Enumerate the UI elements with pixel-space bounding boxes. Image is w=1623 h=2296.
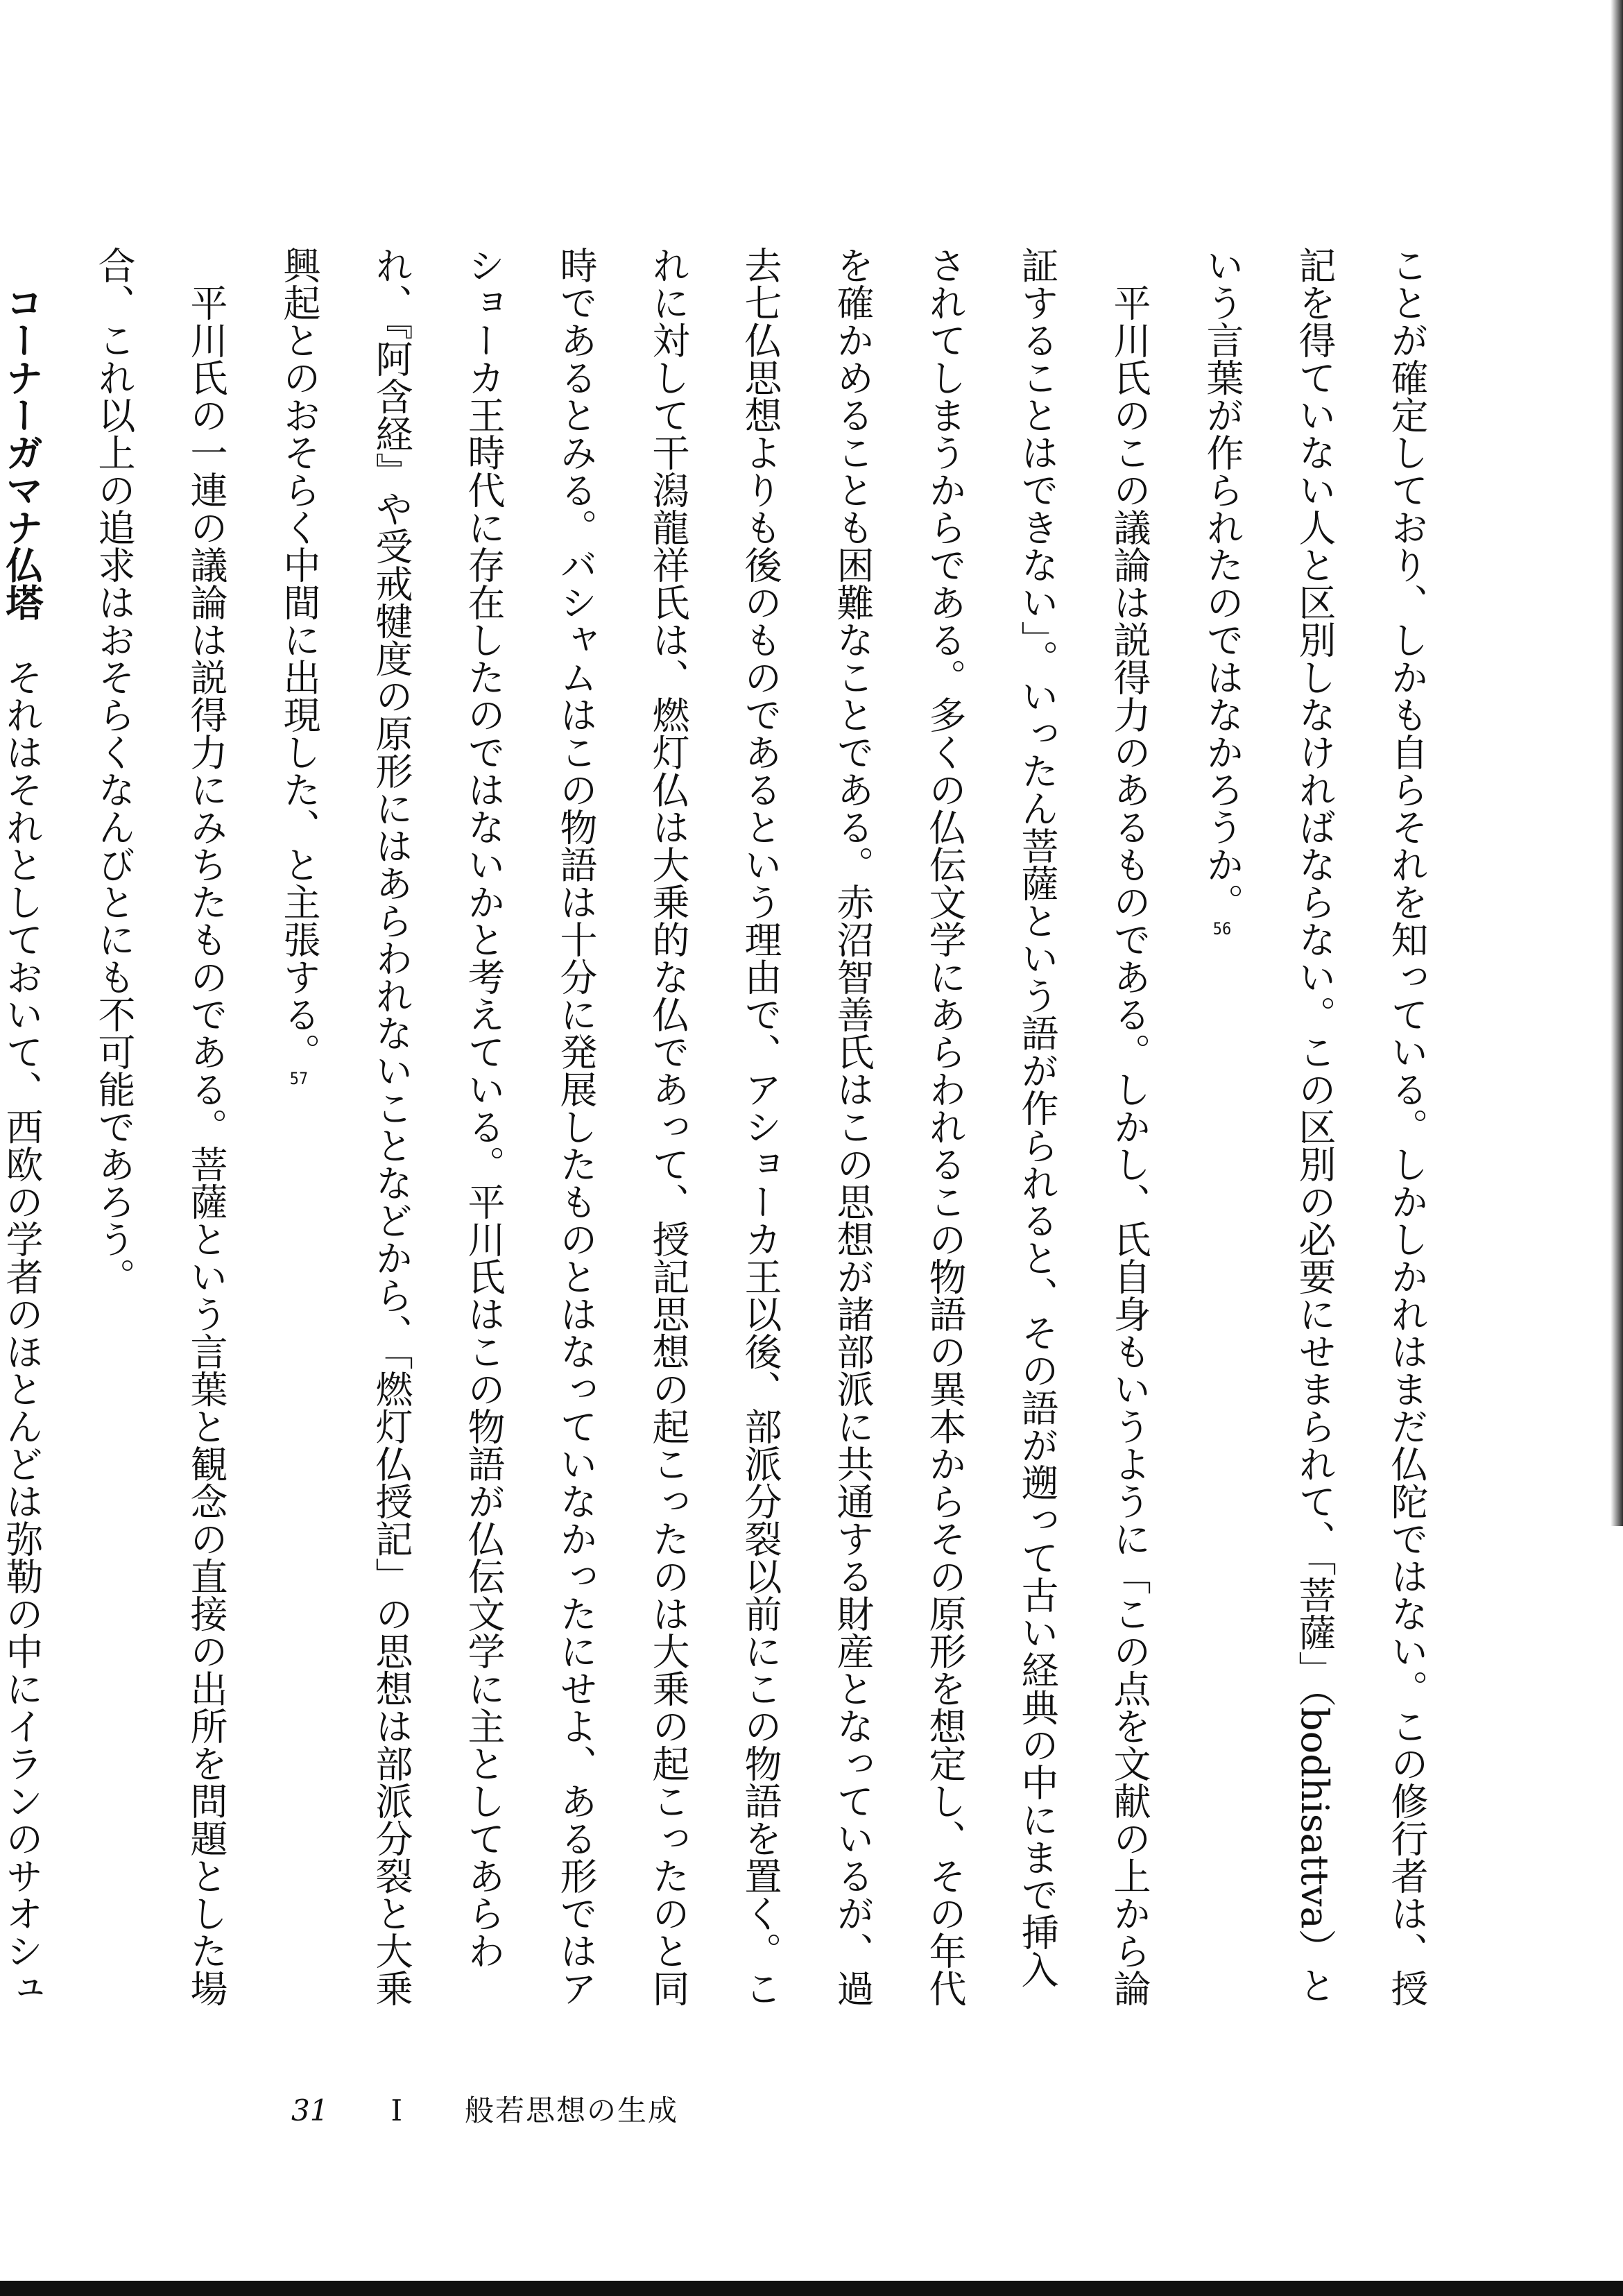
chapter-numeral: I xyxy=(390,2093,403,2127)
page-number: 31 xyxy=(291,2093,329,2127)
page-footer xyxy=(291,2088,678,2130)
paragraph-hirakawa-argument xyxy=(252,246,1176,2022)
page-edge-shadow xyxy=(1611,0,1623,1526)
paragraph-text: ことが確定しており、しかも自らそれを知っている。しかしかれはまだ仏陀ではない。この修行者は、授記を得ていない人と区別しなければならない。この区別の必要にせまられて、「菩薩」（bodhisattva）という言葉が作られたのではなかろうか。 xyxy=(1201,246,1429,2007)
paragraph-continuation xyxy=(1176,246,1453,2022)
vertical-text-body xyxy=(0,246,1453,2022)
section-heading: コーナーガマナ仏塔 xyxy=(0,284,44,621)
paragraph-hirakawa-series xyxy=(68,246,252,2022)
chapter-title: 般若思想の生成 xyxy=(465,2093,679,2127)
paragraph-section-konagamana xyxy=(0,246,68,2022)
page-edge-bottom xyxy=(0,2281,1623,2296)
note-reference: 57 xyxy=(289,1070,309,1087)
paragraph-text: それはそれとしておいて、西欧の学者のほとんどは弥勒の中にイランのサオシュ xyxy=(0,658,44,2007)
paragraph-text: 平川氏の一連の議論は説得力にみちたものである。菩薩という言葉と観念の直接の出所を問題とした場合、これ以上の追求はおそらくなんびとにも不可能であろう。 xyxy=(92,246,228,2007)
note-reference: 56 xyxy=(1212,920,1232,937)
paragraph-text: 平川氏のこの議論は説得力のあるものである。しかし、氏自身もいうように「この点を文献の上から論証することはできない」。いったん菩薩という語が作られると、その語が遡って古い経典の中にまで挿入されてしまうからである。多くの仏伝文学にあらわれるこの物語の異本からその原形を想定し、その年代を確かめることも困難なことである。赤沼智善氏はこの思想が諸部派に共通する財産となっているが、過去七仏思想よりも後のものであるという理由で、アショーカ王以後、部派分裂以前にこの物語を置く。これに対して干潟龍祥氏は、燃灯仏は大乗的な仏であって、授記思想の起こったのは大乗の起こったのと同時であるとみる。バシャムはこの物語は十分に発展したものとはなっていなかったにせよ、ある形ではアショーカ王時代に存在したのではないかと考えている。平川氏はこの物語が仏伝文学に主としてあらわれ、『阿含経』や受戒犍度の原形にはあらわれないことなどから、「燃灯仏授記」の思想は部派分裂と大乗興起とのおそらく中間に出現した、と主張する。 xyxy=(277,246,1151,2007)
